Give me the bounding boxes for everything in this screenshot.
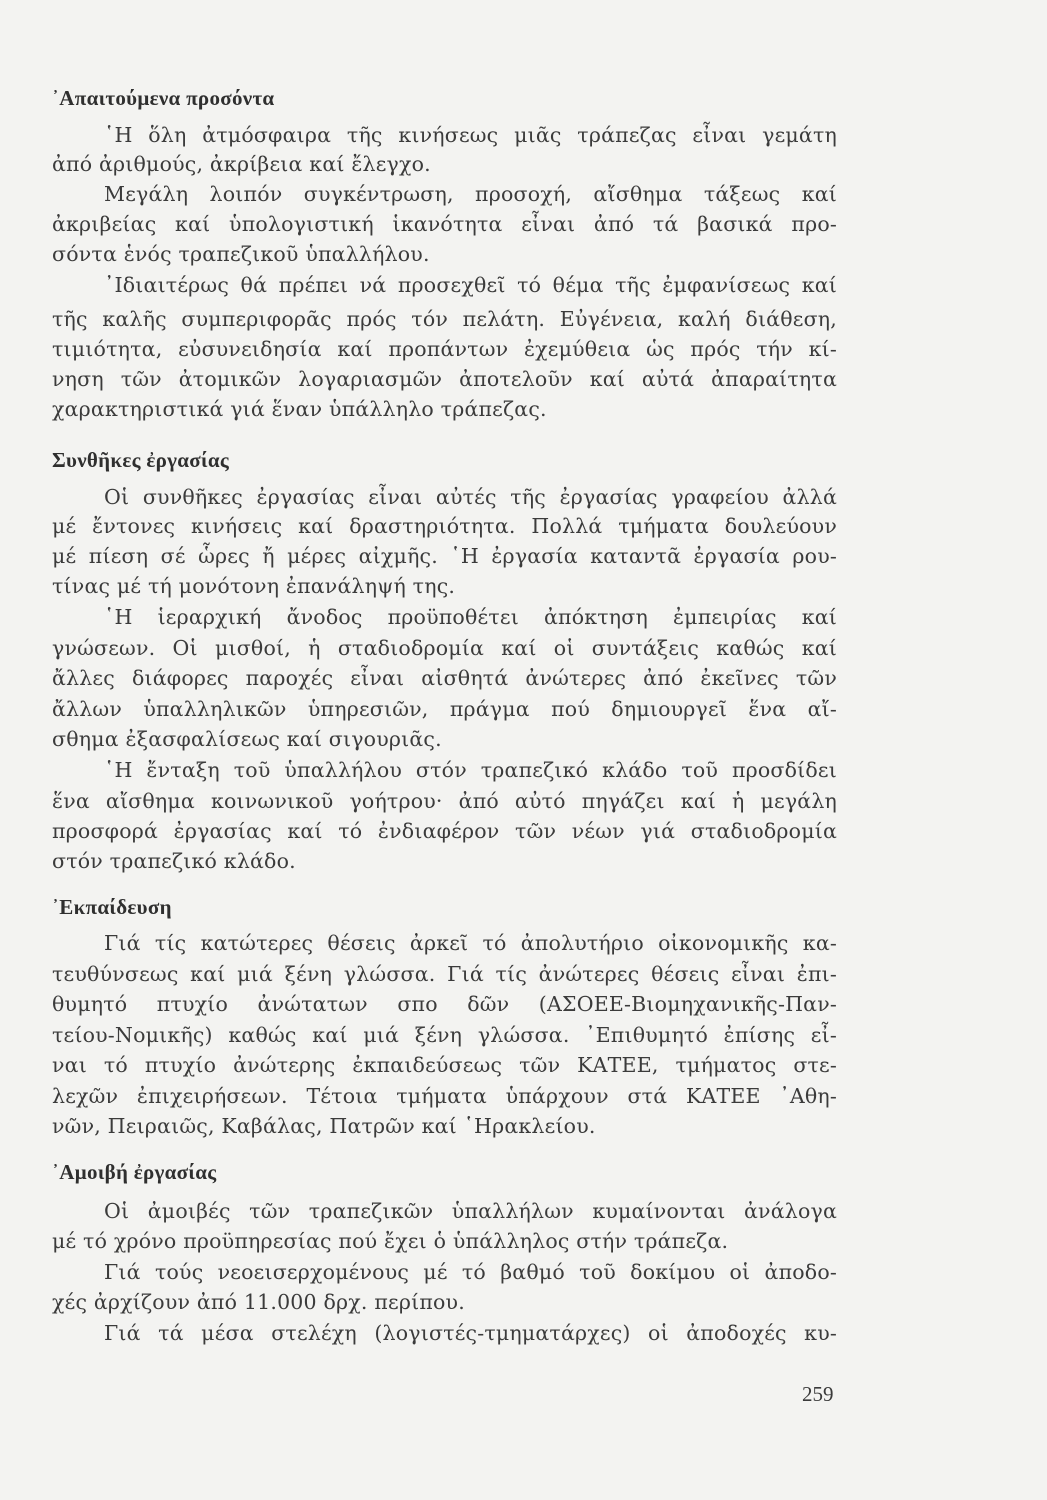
section-heading-working-conditions: Συνθῆκες ἐργασίας <box>52 448 230 472</box>
text-line: λεχῶν ἐπιχειρήσεων. Τέτοια τμήματα ὑπάρχουν στά ΚΑΤΕΕ ᾿Αθη- <box>52 1084 837 1108</box>
text-line: ἄλλες διάφορες παροχές εἶναι αἰσθητά ἀνώτερες ἀπό ἐκεῖνες τῶν <box>52 666 837 690</box>
text-line: νῶν, Πειραιῶς, Καβάλας, Πατρῶν καί ῾Ηρακλείου. <box>52 1114 596 1138</box>
text-line: ἀπό ἀριθμούς, ἀκρίβεια καί ἔλεγχο. <box>52 152 431 176</box>
text-line: ᾿Ιδιαιτέρως θά πρέπει νά προσεχθεῖ τό θέμα τῆς ἐμφανίσεως καί <box>104 273 837 297</box>
text-line: τευθύνσεως καί μιά ξένη γλώσσα. Γιά τίς ἀνώτερες θέσεις εἶναι ἐπι- <box>52 962 837 986</box>
text-line: προσφορά ἐργασίας καί τό ἐνδιαφέρον τῶν νέων γιά σταδιοδρομία <box>52 819 837 843</box>
text-line: τιμιότητα, εὐσυνειδησία καί προπάντων ἐχεμύθεια ὡς πρός τήν κί- <box>52 337 837 361</box>
text-line: σόντα ἑνός τραπεζικοῦ ὑπαλλήλου. <box>52 242 430 266</box>
text-line: ῾Η ὅλη ἀτμόσφαιρα τῆς κινήσεως μιᾶς τράπεζας εἶναι γεμάτη <box>104 123 837 147</box>
text-line: τείου-Νομικῆς) καθώς καί μιά ξένη γλώσσα. ᾿Επιθυμητό ἐπίσης εἶ- <box>52 1023 837 1047</box>
text-line: ῾Η ἔνταξη τοῦ ὑπαλλήλου στόν τραπεζικό κλάδο τοῦ προσδίδει <box>104 758 837 782</box>
text-line: χές ἀρχίζουν ἀπό 11.000 δρχ. περίπου. <box>52 1290 465 1314</box>
text-line: μέ πίεση σέ ὧρες ἤ μέρες αἰχμῆς. ῾Η ἐργασία καταντᾶ ἐργασία ρου- <box>52 544 837 568</box>
text-line: Οἱ συνθῆκες ἐργασίας εἶναι αὐτές τῆς ἐργασίας γραφείου ἀλλά <box>104 485 837 509</box>
text-line: σθημα ἐξασφαλίσεως καί σιγουριᾶς. <box>52 727 442 751</box>
text-line: χαρακτηριστικά γιά ἕναν ὑπάλληλο τράπεζας. <box>52 397 547 421</box>
text-line: γνώσεων. Οἱ μισθοί, ἡ σταδιοδρομία καί οἱ συντάξεις καθώς καί <box>52 636 837 660</box>
text-line: Μεγάλη λοιπόν συγκέντρωση, προσοχή, αἴσθημα τάξεως καί <box>104 182 837 206</box>
text-line: τίνας μέ τή μονότονη ἐπανάληψή της. <box>52 574 456 598</box>
text-line: ἕνα αἴσθημα κοινωνικοῦ γοήτρου· ἀπό αὐτό πηγάζει καί ἡ μεγάλη <box>52 789 837 813</box>
text-line: Οἱ ἀμοιβές τῶν τραπεζικῶν ὑπαλλήλων κυμαίνονται ἀνάλογα <box>104 1199 837 1223</box>
text-line: μέ ἔντονες κινήσεις καί δραστηριότητα. Πολλά τμήματα δουλεύουν <box>52 514 837 538</box>
section-heading-requirements: ᾿Απαιτούμενα προσόντα <box>52 86 275 110</box>
text-line: μέ τό χρόνο προϋπηρεσίας πού ἔχει ὁ ὑπάλληλος στήν τράπεζα. <box>52 1229 729 1253</box>
text-line: Γιά τίς κατώτερες θέσεις ἀρκεῖ τό ἀπολυτήριο οἰκονομικῆς κα- <box>104 931 837 955</box>
text-line: ἄλλων ὑπαλληλικῶν ὑπηρεσιῶν, πράγμα πού δημιουργεῖ ἕνα αἴ- <box>52 697 837 721</box>
text-line: θυμητό πτυχίο ἀνώτατων σπο δῶν (ΑΣΟΕΕ-Βιομηχανικῆς-Παν- <box>52 992 837 1016</box>
page-number: 259 <box>802 1382 834 1406</box>
section-heading-remuneration: ᾿Αμοιβή ἐργασίας <box>52 1160 217 1184</box>
text-line: τῆς καλῆς συμπεριφορᾶς πρός τόν πελάτη. Εὐγένεια, καλή διάθεση, <box>52 307 837 331</box>
text-line: νηση τῶν ἀτομικῶν λογαριασμῶν ἀποτελοῦν καί αὐτά ἀπαραίτητα <box>52 367 837 391</box>
text-line: Γιά τά μέσα στελέχη (λογιστές-τμηματάρχες) οἱ ἀποδοχές κυ- <box>104 1321 837 1345</box>
text-line: ναι τό πτυχίο ἀνώτερης ἐκπαιδεύσεως τῶν ΚΑΤΕΕ, τμήματος στε- <box>52 1053 837 1077</box>
section-heading-education: ᾿Εκπαίδευση <box>52 895 172 919</box>
text-line: ῾Η ἱεραρχική ἄνοδος προϋποθέτει ἀπόκτηση ἐμπειρίας καί <box>104 605 837 629</box>
text-line: Γιά τούς νεοεισερχομένους μέ τό βαθμό τοῦ δοκίμου οἱ ἀποδο- <box>104 1260 837 1284</box>
text-line: στόν τραπεζικό κλάδο. <box>52 849 296 873</box>
text-line: ἀκριβείας καί ὑπολογιστική ἱκανότητα εἶναι ἀπό τά βασικά προ- <box>52 212 837 236</box>
